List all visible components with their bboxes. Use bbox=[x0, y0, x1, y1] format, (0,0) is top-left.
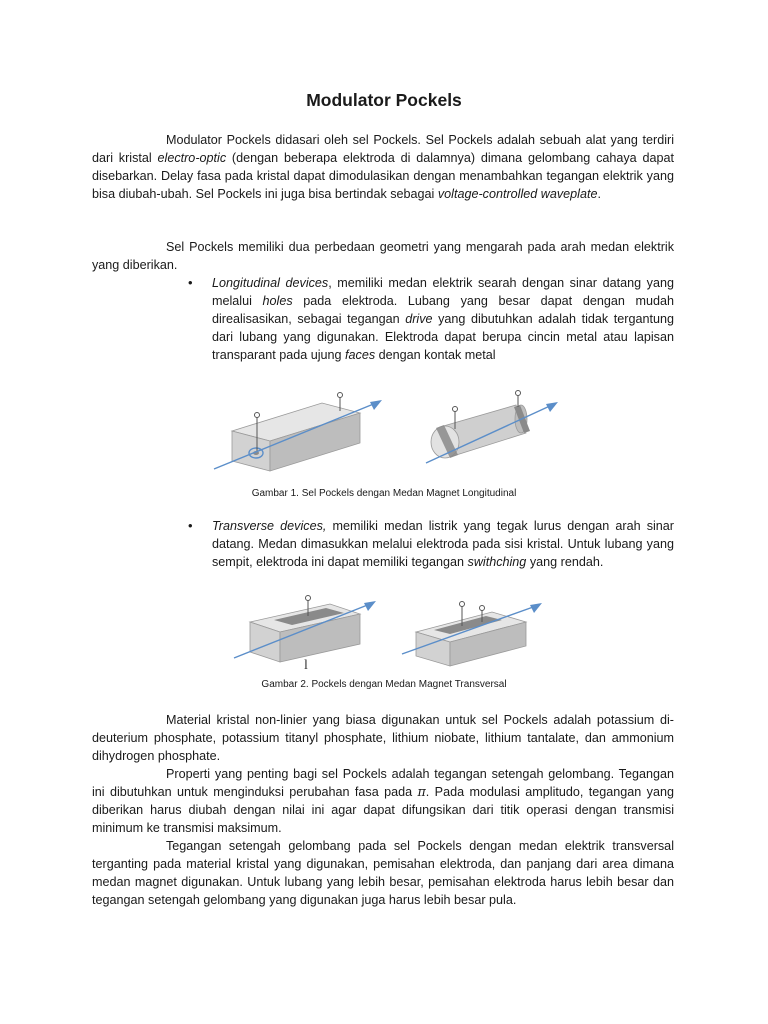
paragraph-materials: Material kristal non-linier yang biasa digunakan untuk sel Pockels adalah potassium di-deuterium phosphate, potassium titanyl phosphate, lithium niobate, lithium tantalate, dan ammonium dihydrogen phosphate. bbox=[92, 713, 674, 763]
text-run: pada elektroda. Lubang yang besar dapat dengan mudah direalisasikan, sebagai tegangan bbox=[212, 294, 674, 326]
bullet-transverse bbox=[212, 517, 674, 571]
text-run: yang dibutuhkan adalah tidak tergantung dari lubang yang digunakan. Elektroda dapat berupa cincin metal atau lapisan transparant pada ujung bbox=[212, 312, 674, 362]
italic-term: Transverse devices, bbox=[212, 519, 327, 533]
italic-term: holes bbox=[262, 294, 293, 308]
italic-term: drive bbox=[405, 312, 433, 326]
figure-caption-1: Gambar 1. Sel Pockels dengan Medan Magnet Longitudinal bbox=[251, 488, 517, 499]
italic-term: electro-optic bbox=[157, 151, 227, 165]
italic-term: voltage-controlled waveplate bbox=[437, 187, 598, 201]
text-run: yang rendah. bbox=[526, 555, 604, 569]
box-crystal-split-electrodes bbox=[416, 602, 526, 667]
box-crystal bbox=[232, 393, 360, 472]
italic-term: swithching bbox=[467, 555, 527, 569]
text-run: Modulator Pockels didasari oleh sel Pockels. Sel Pockels adalah sebuah alat yang terdiri dari kristal bbox=[92, 133, 674, 165]
italic-term: Longitudinal devices bbox=[212, 276, 329, 290]
pi-symbol: π bbox=[417, 784, 426, 799]
italic-term: faces bbox=[345, 348, 376, 362]
text-run: Properti yang penting bagi sel Pockels adalah tegangan setengah gelombang. Tegangan ini dibutuhkan untuk menginduksi perubahan fasa pada bbox=[92, 767, 674, 799]
bullet-longitudinal bbox=[212, 274, 674, 364]
figure-caption-2: Gambar 2. Pockels dengan Medan Magnet Transversal bbox=[261, 679, 507, 690]
bullet-marker: • bbox=[188, 518, 193, 533]
figure-longitudinal bbox=[200, 385, 580, 480]
text-run: , memiliki medan elektrik searah dengan sinar datang yang melalui bbox=[212, 276, 674, 308]
paragraph-intro bbox=[92, 131, 674, 203]
box-crystal bbox=[250, 596, 360, 663]
text-run: . Pada modulasi amplitudo, tegangan yang diberikan harus diubah dengan nilai ini agar dapat difungsikan dari titik operasi dengan transmisi minimum ke transmisi maksimum. bbox=[92, 785, 674, 835]
text-run: (dengan beberapa elektroda di dalamnya) dimana gelombang cahaya dapat disebarkan. Delay fasa pada kristal dapat dimodulasikan dengan menambahkan tegangan elektrik yang bisa diubah-ubah. Sel Pockels ini juga bisa bertindak sebagai bbox=[92, 151, 674, 201]
figure-label: l bbox=[304, 658, 308, 673]
text-run: dengan kontak metal bbox=[375, 348, 496, 362]
paragraph-transversal-voltage: Tegangan setengah gelombang pada sel Pockels dengan medan elektrik transversal terganting pada material kristal yang digunakan, pemisahan elektroda, dan panjang dari area dimana medan magnet digunakan. Untuk lubang yang lebih besar, pemisahan elektroda harus lebih besar dan tegangan setengah gelombang yang digunakan juga harus lebih besar pula. bbox=[92, 839, 674, 907]
bullet-marker: • bbox=[188, 275, 193, 290]
paragraph-geometry: Sel Pockels memiliki dua perbedaan geometri yang mengarah pada arah medan elektrik yang diberikan. bbox=[92, 240, 674, 272]
page-title: Modulator Pockels bbox=[306, 90, 462, 110]
cylinder-crystal bbox=[431, 391, 530, 459]
text-run: . bbox=[597, 187, 601, 201]
paragraph-half-wave bbox=[92, 765, 674, 837]
figure-transverse bbox=[230, 592, 560, 672]
text-run: memiliki medan listrik yang tegak lurus dengan arah sinar datang. Medan dimasukkan melalui elektroda pada sisi kristal. Untuk lubang yang sempit, elektroda ini dapat memiliki tegangan bbox=[212, 519, 674, 569]
